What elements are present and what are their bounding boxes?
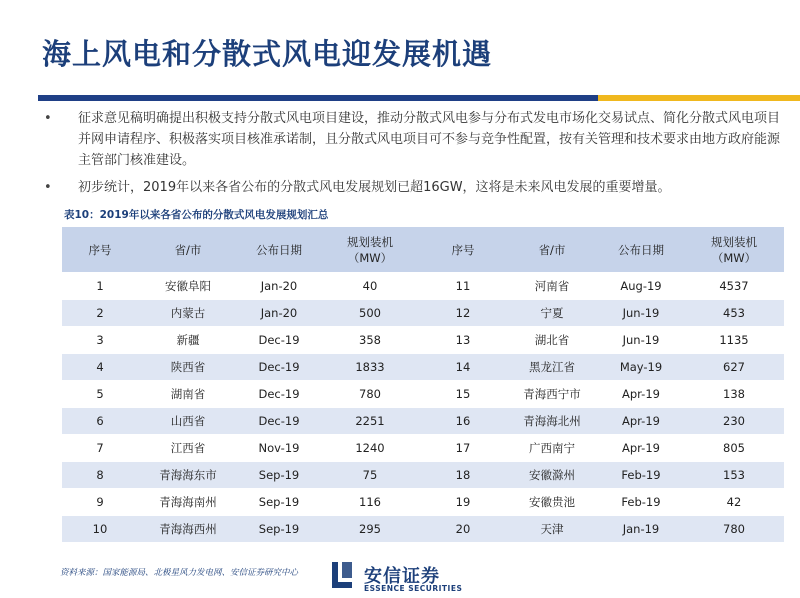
table-cell: 15 — [420, 381, 506, 408]
title-underline-gold — [598, 95, 800, 101]
table-cell: Sep-19 — [238, 462, 320, 489]
table-cell: 1135 — [684, 327, 784, 354]
bullet-text: 初步统计，2019年以来各省公布的分散式风电发展规划已超16GW，这将是未来风电发展的重要增量。 — [78, 180, 671, 195]
table-header-cell — [684, 227, 784, 273]
table-cell: Aug-19 — [598, 273, 684, 300]
table-cell: 138 — [684, 381, 784, 408]
table-header-cell — [238, 227, 320, 273]
table-cell: Nov-19 — [238, 435, 320, 462]
table-cell: Apr-19 — [598, 408, 684, 435]
table-header-cell — [138, 227, 238, 273]
table-cell: 青海海东市 — [138, 462, 238, 489]
bullet-item — [38, 108, 788, 171]
logo-name-cn: 安信证券 — [364, 566, 440, 587]
table-cell: 20 — [420, 516, 506, 543]
table-cell: 5 — [62, 381, 138, 408]
table-cell: 42 — [684, 489, 784, 516]
table-row — [62, 462, 784, 489]
table-cell: 500 — [320, 300, 420, 327]
table-row — [62, 300, 784, 327]
table-cell: Dec-19 — [238, 408, 320, 435]
table-cell: Jan-20 — [238, 300, 320, 327]
table-cell: Jun-19 — [598, 300, 684, 327]
table-row — [62, 327, 784, 354]
essence-logo-icon — [330, 562, 354, 590]
table-row — [62, 489, 784, 516]
table-cell: Jun-19 — [598, 327, 684, 354]
bullet-icon: • — [44, 180, 52, 195]
table-row — [62, 273, 784, 300]
table-cell: 14 — [420, 354, 506, 381]
company-logo — [330, 560, 470, 594]
table-cell: 青海海西州 — [138, 516, 238, 543]
table-cell: 230 — [684, 408, 784, 435]
header-text: 序号 — [88, 242, 112, 257]
table-row — [62, 354, 784, 381]
table-cell: 153 — [684, 462, 784, 489]
table-row — [62, 408, 784, 435]
table-header-cell — [420, 227, 506, 273]
bullet-list — [38, 108, 788, 204]
table-cell: 河南省 — [506, 273, 598, 300]
table-cell: Apr-19 — [598, 381, 684, 408]
table-cell: 内蒙古 — [138, 300, 238, 327]
table-cell: Sep-19 — [238, 489, 320, 516]
table-cell: 4537 — [684, 273, 784, 300]
table-cell: 75 — [320, 462, 420, 489]
bullet-item — [38, 177, 788, 198]
table-cell: 19 — [420, 489, 506, 516]
table-header-row — [62, 227, 784, 273]
table-cell: 13 — [420, 327, 506, 354]
header-text: 公布日期 — [256, 242, 302, 257]
table-cell: 山西省 — [138, 408, 238, 435]
table-cell: 新疆 — [138, 327, 238, 354]
table-cell: 1833 — [320, 354, 420, 381]
table-cell: 11 — [420, 273, 506, 300]
table-cell: 17 — [420, 435, 506, 462]
table-caption: 表10：2019年以来各省公布的分散式风电发展规划汇总 — [64, 209, 329, 221]
planning-table — [62, 227, 784, 543]
table-cell: 627 — [684, 354, 784, 381]
table-header-cell — [320, 227, 420, 273]
table-cell: 湖南省 — [138, 381, 238, 408]
header-text: 省/市 — [538, 242, 566, 257]
table-cell: May-19 — [598, 354, 684, 381]
table-cell: Feb-19 — [598, 462, 684, 489]
table-cell: 12 — [420, 300, 506, 327]
table-cell: 4 — [62, 354, 138, 381]
table-cell: 16 — [420, 408, 506, 435]
header-text: （MW） — [711, 250, 757, 265]
table-cell: 116 — [320, 489, 420, 516]
bullet-icon: • — [44, 111, 52, 126]
bullet-text: 征求意见稿明确提出积极支持分散式风电项目建设，推动分散式风电参与分布式发电市场化交易试点、简化分散式风电项目并网申请程序、积极落实项目核准承诺制，且分散式风电项目可不参与竞争性配置，按有关管理和技术要求由地方政府能源主管部门核准建设。 — [78, 111, 781, 168]
table-cell: Jan-19 — [598, 516, 684, 543]
header-text: 公布日期 — [618, 242, 664, 257]
table-cell: 8 — [62, 462, 138, 489]
table-cell: 湖北省 — [506, 327, 598, 354]
table-cell: Dec-19 — [238, 354, 320, 381]
table-row — [62, 516, 784, 543]
table-cell: 780 — [684, 516, 784, 543]
table-cell: 陕西省 — [138, 354, 238, 381]
table-cell: 安徽滁州 — [506, 462, 598, 489]
table-cell: Jan-20 — [238, 273, 320, 300]
table-cell: 黑龙江省 — [506, 354, 598, 381]
table-cell: 天津 — [506, 516, 598, 543]
source-note: 资料来源：国家能源局、北极星风力发电网、安信证券研究中心 — [60, 568, 299, 578]
table-body — [62, 273, 784, 543]
table-cell: 1240 — [320, 435, 420, 462]
table-cell: 广西南宁 — [506, 435, 598, 462]
table-cell: 780 — [320, 381, 420, 408]
table-cell: 9 — [62, 489, 138, 516]
table-cell: 青海海北州 — [506, 408, 598, 435]
header-text: 序号 — [451, 242, 475, 257]
table-cell: 青海海南州 — [138, 489, 238, 516]
table-cell: 2251 — [320, 408, 420, 435]
table-cell: 10 — [62, 516, 138, 543]
table-cell: 295 — [320, 516, 420, 543]
table-cell: 3 — [62, 327, 138, 354]
table-cell: 宁夏 — [506, 300, 598, 327]
table-cell: 安徽阜阳 — [138, 273, 238, 300]
table-cell: 1 — [62, 273, 138, 300]
table-cell: 358 — [320, 327, 420, 354]
title-underline-blue — [38, 95, 598, 101]
table-cell: Feb-19 — [598, 489, 684, 516]
table-header-cell — [62, 227, 138, 273]
table-cell: Dec-19 — [238, 327, 320, 354]
header-text: 规划装机 — [347, 234, 393, 249]
table-cell: 江西省 — [138, 435, 238, 462]
table-cell: 2 — [62, 300, 138, 327]
header-text: （MW） — [347, 250, 393, 265]
page-title: 海上风电和分散式风电迎发展机遇 — [42, 37, 493, 71]
table-cell: Sep-19 — [238, 516, 320, 543]
header-text: 省/市 — [174, 242, 202, 257]
table-cell: 安徽贵池 — [506, 489, 598, 516]
logo-name-en: ESSENCE SECURITIES — [364, 584, 463, 593]
table-cell: 805 — [684, 435, 784, 462]
header-text: 规划装机 — [711, 234, 757, 249]
table-cell: 青海西宁市 — [506, 381, 598, 408]
table-row — [62, 381, 784, 408]
table-cell: 18 — [420, 462, 506, 489]
table-cell: 453 — [684, 300, 784, 327]
table-cell: Dec-19 — [238, 381, 320, 408]
table-row — [62, 435, 784, 462]
table-cell: Apr-19 — [598, 435, 684, 462]
table-cell: 6 — [62, 408, 138, 435]
table-header-cell — [506, 227, 598, 273]
table-cell: 7 — [62, 435, 138, 462]
table-header-cell — [598, 227, 684, 273]
table-cell: 40 — [320, 273, 420, 300]
